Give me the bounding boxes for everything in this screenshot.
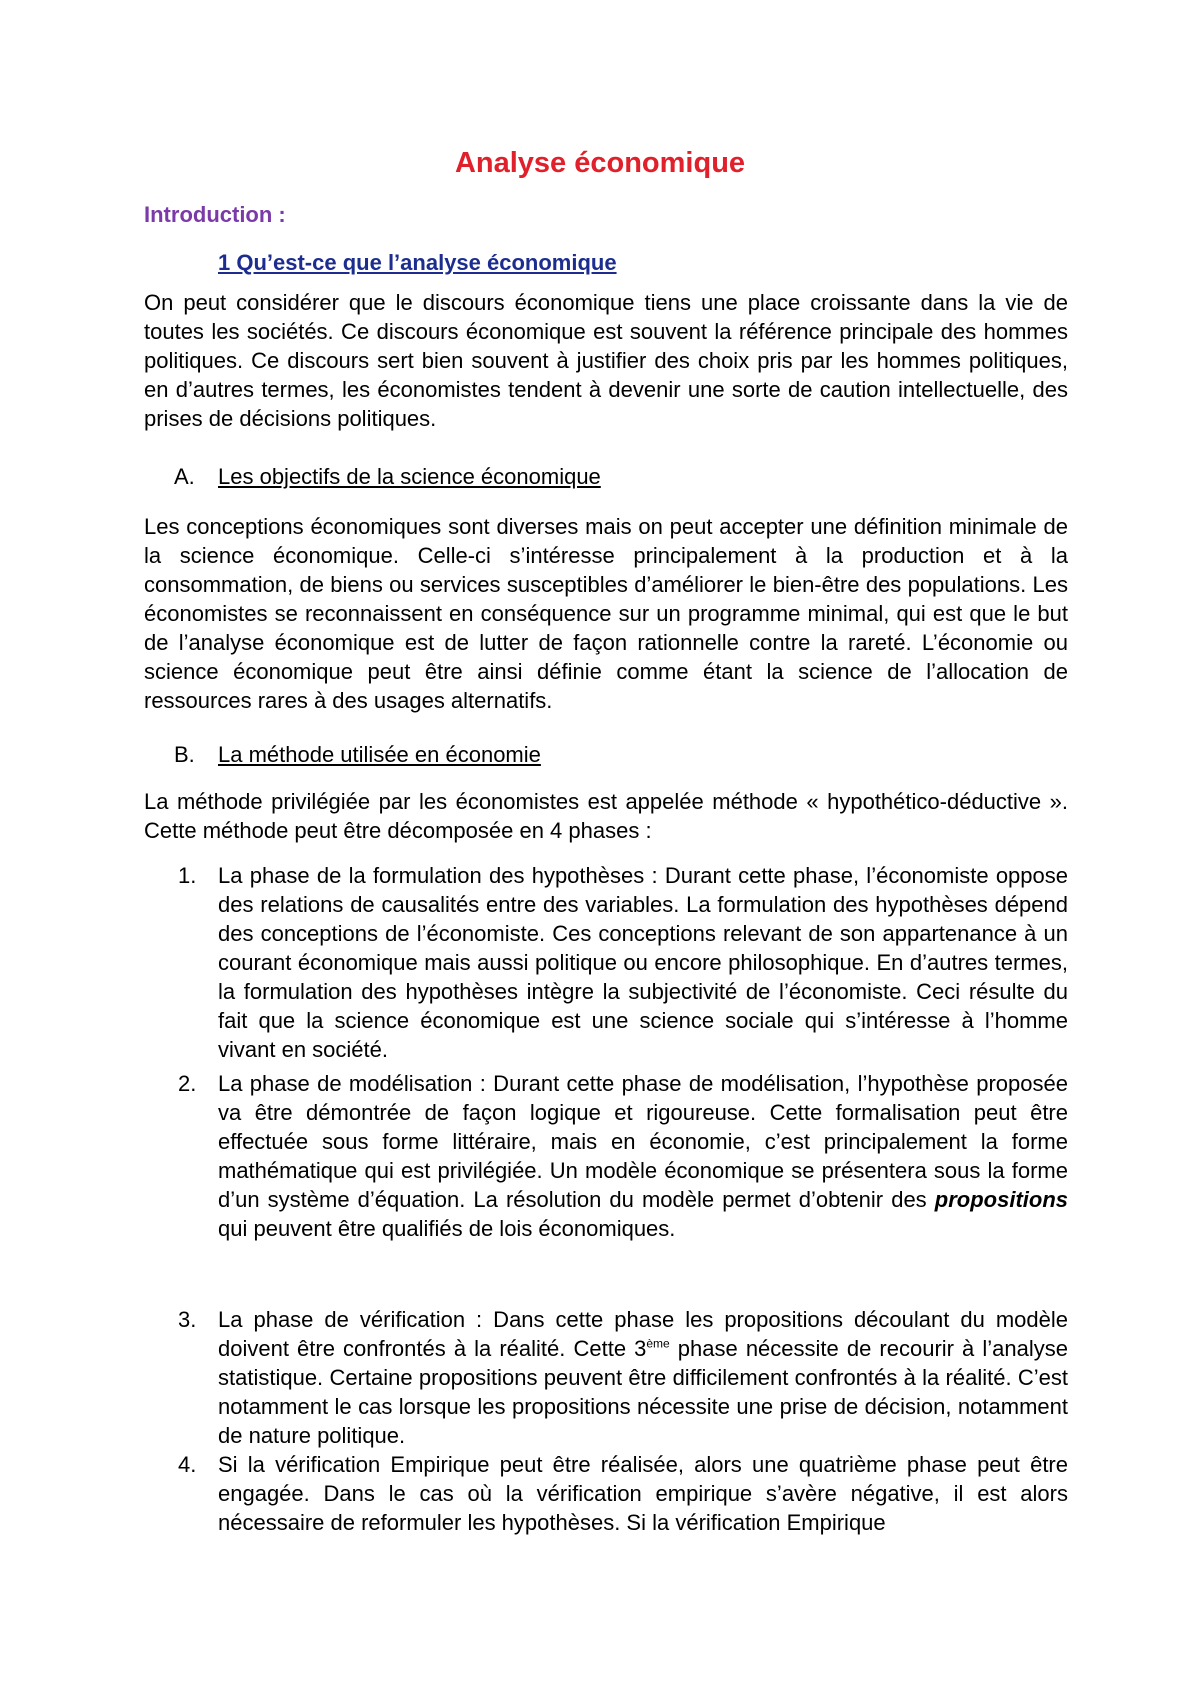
subsection-b-heading [174,740,541,769]
document-title: Analyse économique [454,147,746,179]
phase-text-before: La phase de vérification : Dans cette phase les propositions découlant du modèle doivent être confrontés à la réalité. Cette 3 [218,1307,1068,1361]
phase-text [218,1305,1068,1450]
phase-number: 4. [178,1452,197,1477]
phase-text [218,1069,1068,1243]
phase-number: 3. [178,1307,197,1332]
intro-heading: Introduction : [144,202,286,227]
subsection-b-paragraph: La méthode privilégiée par les économistes est appelée méthode « hypothético-déductive ». Cette méthode peut être décomposée en 4 phases : [144,789,1068,843]
phase-number: 1. [178,863,197,888]
phase-number: 2. [178,1071,197,1096]
phase-item-4 [144,1450,1068,1537]
subsection-a-title: Les objectifs de la science économique [218,464,601,489]
section-1-paragraph: On peut considérer que le discours économique tiens une place croissante dans la vie de toutes les sociétés. Ce discours économique est souvent la référence principale des hommes politiques. Ce discours sert bien souvent à justifier des choix pris par les hommes politiques, en d’autres termes, les économistes tendent à devenir une sorte de caution intellectuelle, des prises de décisions politiques. [144,290,1068,431]
phase-item-1 [144,861,1068,1064]
subsection-b-title: La méthode utilisée en économie [218,742,541,767]
phase-text-after: phase nécessite de recourir à l’analyse statistique. Certaine propositions peuvent être difficilement confrontés à la réalité. C’est notamment le cas lorsque les propositions nécessite une prise de décision, notamment de nature politique. [218,1336,1068,1448]
phase-text-before: La phase de modélisation : Durant cette phase de modélisation, l’hypothèse proposée va être démontrée de façon logique et rigoureuse. Cette formalisation peut être effectuée sous forme littéraire, mais en économie, c’est principalement la forme mathématique qui est privilégiée. Un modèle économique se présentera sous la forme d’un système d’équation. La résolution du modèle permet d’obtenir des [218,1071,1068,1212]
section-1-heading: 1 Qu’est-ce que l’analyse économique [218,250,617,275]
phase-text: La phase de la formulation des hypothèses : Durant cette phase, l’économiste oppose des relations de causalités entre des variables. La formulation des hypothèses dépend des conceptions de l’économiste. Ces conceptions relevant de son appartenance à un courant économique mais aussi politique ou encore philosophique. En d’autres termes, la formulation des hypothèses intègre la subjectivité de l’économiste. Ceci résulte du fait que la science économique est une science sociale qui s’intéresse à l’homme vivant en société. [218,863,1068,1062]
subsection-a-heading [174,462,601,491]
phase-superscript: ème [646,1336,670,1351]
phase-text-after: qui peuvent être qualifiés de lois économiques. [218,1216,676,1241]
subsection-b-letter: B. [174,742,195,767]
subsection-a-letter: A. [174,464,195,489]
phase-text: Si la vérification Empirique peut être réalisée, alors une quatrième phase peut être engagée. Dans le cas où la vérification empirique s’avère négative, il est alors nécessaire de reformuler les hypothèses. Si la vérification Empirique [218,1452,1068,1535]
phase-emphasis: propositions [934,1187,1068,1212]
phase-item-2 [144,1069,1068,1243]
phase-item-3 [144,1305,1068,1450]
subsection-a-paragraph: Les conceptions économiques sont diverses mais on peut accepter une définition minimale de la science économique. Celle-ci s’intéresse principalement à la production et à la consommation, de biens ou services susceptibles d’améliorer le bien-être des populations. Les économistes se reconnaissent en conséquence sur un programme minimal, qui est que le but de l’analyse économique est de lutter de façon rationnelle contre la rareté. L’économie ou science économique peut être ainsi définie comme étant la science de l’allocation de ressources rares à des usages alternatifs. [144,514,1068,713]
